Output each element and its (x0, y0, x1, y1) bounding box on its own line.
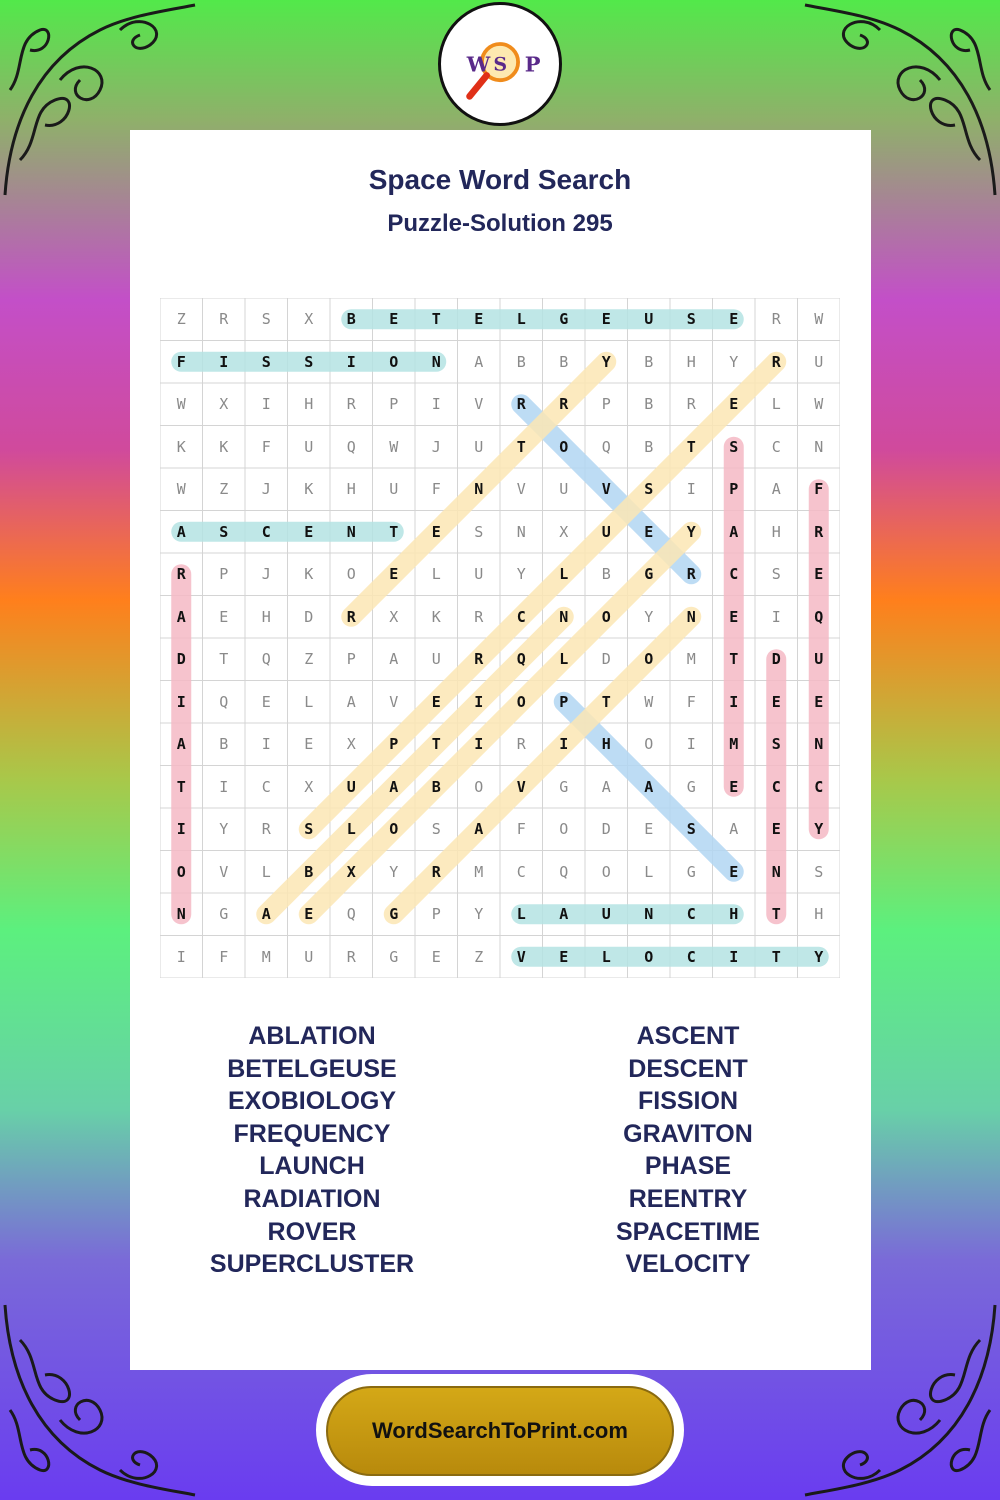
grid-cell[interactable]: I (559, 735, 569, 753)
grid-cell[interactable]: I (729, 692, 739, 711)
grid-cell[interactable]: O (644, 735, 654, 753)
grid-cell[interactable]: A (176, 522, 186, 541)
grid-cell[interactable]: O (176, 862, 186, 881)
grid-cell[interactable]: F (686, 692, 696, 711)
grid-cell[interactable]: J (431, 437, 441, 456)
grid-cell[interactable]: E (729, 862, 739, 881)
grid-cell[interactable]: B (644, 352, 654, 371)
grid-cell[interactable]: D (771, 650, 781, 668)
grid-cell[interactable]: A (389, 777, 399, 796)
grid-cell[interactable]: H (304, 395, 314, 413)
grid-cell[interactable]: I (346, 352, 356, 371)
grid-cell[interactable]: L (559, 565, 569, 583)
grid-cell[interactable]: V (219, 862, 229, 881)
grid-cell[interactable]: Y (686, 522, 696, 541)
grid-cell[interactable]: O (389, 352, 399, 371)
grid-cell[interactable]: R (686, 395, 696, 413)
grid-cell[interactable]: R (346, 607, 356, 626)
word-list-item: PHASE (644, 1152, 732, 1181)
grid-cell[interactable]: Z (176, 310, 186, 328)
grid-cell[interactable]: U (814, 650, 824, 668)
grid-cell[interactable]: C (261, 522, 271, 541)
grid-cell[interactable]: T (176, 777, 186, 796)
grid-cell[interactable]: A (346, 692, 356, 711)
grid-cell[interactable]: I (474, 735, 484, 753)
grid-cell[interactable]: A (389, 650, 399, 668)
grid-cell[interactable]: B (516, 352, 526, 371)
grid-cell[interactable]: E (431, 947, 441, 966)
grid-cell[interactable]: O (346, 565, 356, 583)
grid-cell[interactable]: Y (644, 607, 654, 626)
grid-cell[interactable]: H (601, 735, 611, 753)
grid-cell[interactable]: E (644, 522, 654, 541)
grid-cell[interactable]: M (729, 735, 739, 753)
grid-cell[interactable]: X (389, 607, 399, 626)
grid-cell[interactable]: S (219, 522, 229, 541)
grid-cell[interactable]: S (261, 310, 271, 328)
grid-cell[interactable]: T (219, 650, 229, 668)
grid-cell[interactable]: B (559, 352, 569, 371)
grid-letters (160, 298, 840, 978)
grid-cell[interactable]: K (304, 565, 314, 583)
grid-cell[interactable]: R (346, 395, 356, 413)
grid-cell[interactable]: U (346, 777, 356, 796)
grid-cell[interactable]: Q (516, 650, 526, 668)
grid-cell[interactable]: H (261, 607, 271, 626)
grid-cell[interactable]: W (389, 437, 399, 456)
grid-cell[interactable]: D (304, 607, 314, 626)
grid-cell[interactable]: O (601, 862, 611, 881)
grid-cell[interactable]: E (559, 947, 569, 966)
grid-cell[interactable]: I (686, 480, 696, 498)
grid-cell[interactable]: C (771, 777, 781, 796)
grid-cell[interactable]: X (346, 862, 356, 881)
grid-cell[interactable]: R (771, 310, 781, 328)
grid-cell[interactable]: G (219, 905, 229, 923)
grid-cell[interactable]: M (686, 650, 696, 668)
grid-cell[interactable]: E (771, 692, 781, 711)
grid-cell[interactable]: V (516, 480, 526, 498)
grid-cell[interactable]: Y (729, 352, 739, 371)
grid-cell[interactable]: E (431, 522, 441, 541)
grid-cell[interactable]: L (304, 692, 314, 711)
grid-cell[interactable]: U (431, 650, 441, 668)
grid-cell[interactable]: Z (304, 650, 314, 668)
grid-cell[interactable]: E (729, 395, 739, 413)
grid-cell[interactable]: K (431, 607, 441, 626)
word-list-item: FREQUENCY (233, 1119, 391, 1148)
grid-cell[interactable]: A (474, 352, 484, 371)
grid-cell[interactable]: G (389, 947, 399, 966)
grid-cell[interactable]: X (346, 735, 356, 753)
grid-cell[interactable]: Y (516, 565, 526, 583)
grid-cell[interactable]: F (814, 480, 824, 498)
grid-cell[interactable]: Q (601, 437, 611, 456)
grid-cell[interactable]: T (771, 905, 781, 923)
grid-cell[interactable]: A (559, 905, 569, 923)
grid-cell[interactable]: K (304, 480, 314, 498)
word-list-item: SUPERCLUSTER (209, 1250, 415, 1279)
grid-cell[interactable]: A (601, 777, 611, 796)
grid-cell[interactable]: K (176, 437, 186, 456)
grid-cell[interactable]: B (304, 862, 314, 881)
word-list-item: EXOBIOLOGY (227, 1087, 397, 1116)
grid-cell[interactable]: O (516, 692, 526, 711)
grid-cell[interactable]: Y (814, 820, 824, 838)
grid-cell[interactable]: B (601, 565, 611, 583)
grid-cell[interactable]: H (814, 905, 824, 923)
logo-letter-w: W (466, 51, 491, 77)
grid-cell[interactable]: P (389, 735, 399, 753)
grid-cell[interactable]: N (431, 352, 441, 371)
word-list-item: ROVER (267, 1217, 357, 1246)
grid-cell[interactable]: E (729, 310, 739, 328)
grid-cell[interactable]: R (346, 947, 356, 966)
grid-cell[interactable]: S (304, 352, 314, 371)
footer-link[interactable]: WordSearchToPrint.com (326, 1386, 674, 1476)
grid-cell[interactable]: L (346, 820, 356, 838)
word-list-item: ASCENT (636, 1022, 740, 1050)
grid-cell[interactable]: H (686, 352, 696, 371)
grid-cell[interactable]: V (516, 777, 526, 796)
grid-cell[interactable]: G (686, 777, 696, 796)
grid-cell[interactable]: Y (474, 905, 484, 923)
grid-cell[interactable]: P (559, 692, 569, 711)
grid-cell[interactable]: B (219, 735, 229, 753)
grid-cell[interactable]: L (516, 905, 526, 923)
grid-cell[interactable]: I (729, 947, 739, 966)
grid-cell[interactable]: B (431, 777, 441, 796)
grid-cell[interactable]: W (814, 395, 824, 413)
word-list-item: DESCENT (628, 1054, 748, 1083)
grid-cell[interactable]: I (176, 820, 186, 838)
grid-cell[interactable]: I (261, 735, 271, 753)
grid-cell[interactable]: P (431, 905, 441, 923)
grid-cell[interactable]: P (219, 565, 229, 583)
grid-cell[interactable]: J (261, 480, 271, 498)
word-list-item: SPACETIME (616, 1217, 760, 1246)
grid-cell[interactable]: B (644, 437, 654, 456)
grid-cell[interactable]: E (601, 310, 611, 328)
grid-cell[interactable]: E (431, 692, 441, 711)
grid-cell[interactable]: G (644, 565, 654, 583)
grid-cell[interactable]: C (729, 565, 739, 583)
grid-cell[interactable]: D (601, 650, 611, 668)
word-list-item: RADIATION (243, 1184, 381, 1213)
grid-cell[interactable]: M (261, 947, 271, 966)
grid-cell[interactable]: U (474, 565, 484, 583)
grid-cell[interactable]: S (686, 820, 696, 838)
grid-cell[interactable]: R (431, 862, 441, 881)
grid-cell[interactable]: A (261, 905, 271, 923)
grid-cell[interactable]: I (771, 607, 781, 626)
grid-cell[interactable]: U (304, 437, 314, 456)
grid-cell[interactable]: I (176, 692, 186, 711)
grid-cell[interactable]: A (729, 522, 739, 541)
grid-cell[interactable]: S (304, 820, 314, 838)
grid-cell[interactable]: X (559, 522, 569, 541)
word-list-item: BETELGEUSE (227, 1054, 397, 1083)
grid-cell[interactable]: C (261, 777, 271, 796)
grid-cell[interactable]: E (644, 820, 654, 838)
grid-cell[interactable]: Q (346, 437, 356, 456)
grid-cell[interactable]: R (219, 310, 229, 328)
grid-cell[interactable]: E (474, 310, 484, 328)
grid-cell[interactable]: N (474, 480, 484, 498)
grid-cell[interactable]: T (431, 310, 441, 328)
grid-cell[interactable]: N (516, 522, 526, 541)
grid-cell[interactable]: B (346, 310, 356, 328)
word-list-right (538, 1020, 838, 1281)
grid-cell[interactable]: S (814, 862, 824, 881)
grid-cell[interactable]: C (686, 905, 696, 923)
grid-cell[interactable]: Q (814, 607, 824, 626)
grid-cell[interactable]: E (304, 905, 314, 923)
grid-cell[interactable]: W (814, 310, 824, 328)
grid-cell[interactable]: O (644, 650, 654, 668)
grid-cell[interactable]: L (771, 395, 781, 413)
grid-cell[interactable]: S (261, 352, 271, 371)
grid-cell[interactable]: M (474, 862, 484, 881)
grid-cell[interactable]: O (474, 777, 484, 796)
grid-cell[interactable]: S (644, 480, 654, 498)
grid-cell[interactable]: A (771, 480, 781, 498)
grid-cell[interactable]: F (431, 480, 441, 498)
grid-cell[interactable]: R (261, 820, 271, 838)
grid-cell[interactable]: E (729, 607, 739, 626)
grid-cell[interactable]: I (261, 395, 271, 413)
grid-cell[interactable]: L (644, 862, 654, 881)
grid-cell[interactable]: C (814, 777, 824, 796)
grid-cell[interactable]: L (261, 862, 271, 881)
grid-cell[interactable]: Y (219, 820, 229, 838)
grid-cell[interactable]: Y (601, 352, 611, 371)
grid-cell[interactable]: R (516, 395, 526, 413)
grid-cell[interactable]: X (219, 395, 229, 413)
grid-cell[interactable]: E (304, 522, 314, 541)
grid-cell[interactable]: L (559, 650, 569, 668)
grid-cell[interactable]: B (644, 395, 654, 413)
grid-cell[interactable]: A (729, 820, 739, 838)
grid-cell[interactable]: S (431, 820, 441, 838)
grid-cell[interactable]: P (729, 480, 739, 498)
grid-cell[interactable]: S (686, 310, 696, 328)
grid-cell[interactable]: J (261, 565, 271, 583)
grid-cell[interactable]: C (771, 437, 781, 456)
grid-cell[interactable]: Q (219, 692, 229, 711)
grid-cell[interactable]: I (431, 395, 441, 413)
grid-cell[interactable]: N (346, 522, 356, 541)
grid-cell[interactable]: F (219, 947, 229, 966)
grid-cell[interactable]: V (516, 947, 526, 966)
grid-cell[interactable]: U (601, 522, 611, 541)
grid-cell[interactable]: I (219, 777, 229, 796)
grid-cell[interactable]: O (559, 437, 569, 456)
grid-cell[interactable]: Z (474, 947, 484, 966)
grid-cell[interactable]: U (644, 310, 654, 328)
grid-cell[interactable]: I (176, 947, 186, 966)
grid-cell[interactable]: D (176, 650, 186, 668)
grid-cell[interactable]: P (346, 650, 356, 668)
grid-cell[interactable]: C (516, 862, 526, 881)
word-list-item: GRAVITON (623, 1119, 753, 1148)
grid-cell[interactable]: T (601, 692, 611, 711)
grid-cell[interactable]: A (474, 820, 484, 838)
grid-cell[interactable]: E (389, 310, 399, 328)
grid-cell[interactable]: O (389, 820, 399, 838)
grid-cell[interactable]: X (304, 310, 314, 328)
grid-cell[interactable]: L (601, 947, 611, 966)
grid-cell[interactable]: E (814, 565, 824, 583)
grid-cell[interactable]: R (814, 522, 824, 541)
grid-cell[interactable]: F (176, 352, 186, 371)
grid-cell[interactable]: T (516, 437, 526, 456)
grid-cell[interactable]: R (771, 352, 781, 371)
grid-cell[interactable]: S (771, 565, 781, 583)
grid-cell[interactable]: V (389, 692, 399, 711)
grid-cell[interactable]: W (644, 692, 654, 711)
grid-cell[interactable]: H (346, 480, 356, 498)
grid-cell[interactable]: C (516, 607, 526, 626)
grid-cell[interactable]: O (601, 607, 611, 626)
grid-cell[interactable]: G (686, 862, 696, 881)
grid-cell[interactable]: O (559, 820, 569, 838)
grid-cell[interactable]: Q (261, 650, 271, 668)
wsp-logo[interactable] (438, 2, 562, 126)
grid-cell[interactable]: N (686, 607, 696, 626)
grid-cell[interactable]: N (644, 905, 654, 923)
grid-cell[interactable]: V (474, 395, 484, 413)
grid-cell[interactable]: V (601, 480, 611, 498)
grid-cell[interactable]: W (176, 480, 186, 498)
grid-cell[interactable]: A (176, 735, 186, 753)
grid-cell[interactable]: E (304, 735, 314, 753)
grid-cell[interactable]: O (644, 947, 654, 966)
logo-letter-s: S (493, 53, 508, 76)
grid-cell[interactable]: E (389, 565, 399, 583)
grid-cell[interactable]: R (176, 565, 186, 583)
word-list-item: LAUNCH (259, 1152, 365, 1181)
grid-cell[interactable]: U (814, 352, 824, 371)
grid-cell[interactable]: F (516, 820, 526, 838)
grid-cell[interactable]: R (516, 735, 526, 753)
grid-cell[interactable]: L (516, 310, 526, 328)
logo-letter-p: P (524, 51, 541, 77)
grid-cell[interactable]: P (601, 395, 611, 413)
grid-cell[interactable]: T (431, 735, 441, 753)
grid-cell[interactable]: U (389, 480, 399, 498)
grid-cell[interactable]: Z (219, 480, 229, 498)
page-subtitle: Puzzle-Solution 295 (387, 210, 613, 237)
grid-cell[interactable]: Y (389, 862, 399, 881)
grid-cell[interactable]: R (474, 607, 484, 626)
grid-cell[interactable]: G (559, 777, 569, 796)
grid-cell[interactable]: U (559, 480, 569, 498)
grid-cell[interactable]: A (644, 777, 654, 796)
word-list-item: REENTRY (628, 1184, 748, 1213)
grid-cell[interactable]: F (261, 437, 271, 456)
grid-cell[interactable]: I (686, 735, 696, 753)
grid-cell[interactable]: U (601, 905, 611, 923)
grid-cell[interactable]: Y (814, 947, 824, 966)
grid-cell[interactable]: S (729, 437, 739, 456)
grid-cell[interactable]: L (431, 565, 441, 583)
grid-cell[interactable]: I (474, 692, 484, 711)
grid-cell[interactable]: X (304, 777, 314, 796)
grid-cell[interactable]: S (771, 735, 781, 753)
word-list-item: ABLATION (248, 1022, 376, 1050)
word-list-item: VELOCITY (625, 1250, 751, 1279)
word-search-grid (160, 298, 840, 978)
grid-cell[interactable]: N (814, 437, 824, 456)
grid-cell[interactable]: K (219, 437, 229, 456)
grid-cell[interactable]: P (389, 395, 399, 413)
grid-cell[interactable]: I (219, 352, 229, 371)
grid-cell[interactable]: H (771, 522, 781, 541)
grid-cell[interactable]: D (601, 820, 611, 838)
grid-cell[interactable]: E (261, 692, 271, 711)
grid-cell[interactable]: U (474, 437, 484, 456)
word-list-left (162, 1020, 462, 1281)
grid-cell[interactable]: W (176, 395, 186, 413)
grid-cell[interactable]: N (559, 607, 569, 626)
grid-cell[interactable]: H (729, 905, 739, 923)
grid-cell[interactable]: T (389, 522, 399, 541)
grid-cell[interactable]: S (474, 522, 484, 541)
grid-cell[interactable]: A (176, 607, 186, 626)
grid-cell[interactable]: E (219, 607, 229, 626)
grid-cell[interactable]: T (771, 947, 781, 966)
grid-cell[interactable]: U (304, 947, 314, 966)
grid-cell[interactable]: T (686, 437, 696, 456)
grid-cell[interactable]: N (814, 735, 824, 753)
grid-cell[interactable]: E (814, 692, 824, 711)
grid-cell[interactable]: G (559, 310, 569, 328)
grid-cell[interactable]: N (771, 862, 781, 881)
grid-cell[interactable]: E (729, 777, 739, 796)
grid-cell[interactable]: Q (559, 862, 569, 881)
grid-cell[interactable]: G (389, 905, 399, 923)
word-list-item: FISSION (637, 1087, 738, 1116)
grid-cell[interactable]: Q (346, 905, 356, 923)
grid-cell[interactable]: R (686, 565, 696, 583)
grid-cell[interactable]: R (474, 650, 484, 668)
grid-cell[interactable]: R (559, 395, 569, 413)
grid-cell[interactable]: C (686, 947, 696, 966)
page-title: Space Word Search (368, 164, 632, 195)
grid-cell[interactable]: T (729, 650, 739, 668)
grid-cell[interactable]: E (771, 820, 781, 838)
grid-cell[interactable]: N (176, 905, 186, 923)
